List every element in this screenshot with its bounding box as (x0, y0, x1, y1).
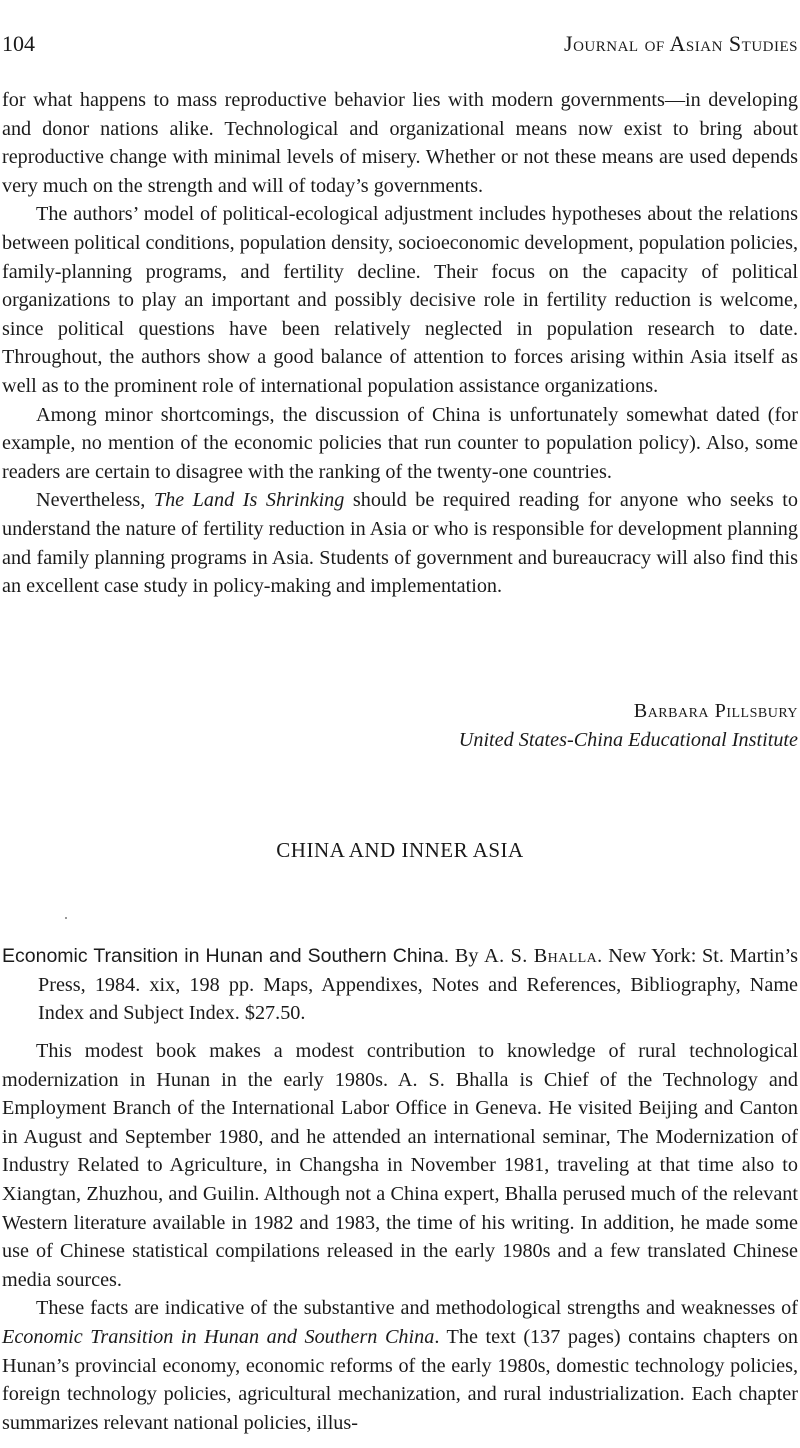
text-run: should be required reading for anyone who seeks to understand the nature of fertility reduction in Asia or who is responsible for development planning and family planning programs in Asia. Students of government and bureaucracy will also find this an excellent case study in policy-making and implementation. (2, 489, 798, 598)
citation-details: New York: St. Martin’s Press, 1984. xix, 198 pp. Maps, Appendixes, Notes and References, Bibliography, Name Index and Subject Index. $27.50. (38, 945, 798, 1025)
page-number: 104 (2, 31, 35, 56)
reviewer-name: Barbara Pillsbury (633, 700, 798, 722)
paragraph: for what happens to mass reproductive behavior lies with modern governments—in developing and donor nations alike. Technological and organizational means now exist to bring about reproductive change with minimal levels of misery. Whether or not these means are used depends very much on the strength and will of today’s governments. (2, 89, 798, 197)
review-body-2 (2, 1037, 798, 1437)
running-head (2, 30, 798, 58)
paragraph (2, 486, 798, 600)
review-body-1 (2, 86, 798, 601)
reviewer-affiliation: United States-China Educational Institute (458, 728, 798, 751)
reviewer-signature (459, 697, 798, 754)
journal-title: Journal of Asian Studies (564, 31, 798, 56)
text-run: These facts are indicative of the substantive and methodological strengths and weaknesses of (36, 1297, 798, 1320)
section-heading: CHINA AND INNER ASIA (276, 838, 524, 862)
paragraph: This modest book makes a modest contribution to knowledge of rural technological modernization in Hunan in the early 1980s. A. S. Bhalla is Chief of the Technology and Employment Branch of the International Labor Office in Geneva. He visited Beijing and Canton in August and September 1980, and he attended an international seminar, The Modernization of Industry Related to Agriculture, in Changsha in November 1981, traveling at that time also to Xiangtan, Zhuzhou, and Guilin. Although not a China expert, Bhalla perused much of the relevant Western literature available in 1982 and 1983, the time of his writing. In addition, he made some use of Chinese statistical compilations released in the early 1980s and a few translated Chinese media sources. (2, 1040, 798, 1291)
book-citation (2, 942, 798, 1028)
text-run: . The text (137 pages) contains chapters on Hunan’s provincial economy, economic reforms of the early 1980s, domestic technology policies, foreign technology policies, agricultural mechanization, and rural industrialization. Each chapter summarizes relevant national policies, illus- (2, 1325, 798, 1434)
citation-book-title: Economic Transition in Hunan and Southern China. (2, 945, 450, 967)
paragraph (2, 1294, 798, 1437)
paragraph: The authors’ model of political-ecological adjustment includes hypotheses about the relations between political conditions, population density, socioeconomic development, population policies, family-planning programs, and fertility decline. Their focus on the capacity of political organizations to play an important and possibly decisive role in fertility reduction is welcome, since political questions have been relatively neglected in population research to date. Throughout, the authors show a good balance of attention to forces arising within Asia itself as well as to the prominent role of international population assistance organizations. (2, 203, 798, 397)
book-title-italic: Economic Transition in Hunan and Southern China (2, 1325, 435, 1348)
text-run: Nevertheless, (36, 489, 154, 512)
citation-author: A. S. Bhalla. (484, 945, 603, 967)
book-title-italic: The Land Is Shrinking (153, 489, 345, 512)
paragraph: Among minor shortcomings, the discussion of China is unfortunately somewhat dated (for example, no mention of the economic policies that run counter to population policy). Also, some readers are certain to disagree with the ranking of the twenty-one countries. (2, 403, 798, 483)
speck (65, 917, 67, 919)
citation-by: By (449, 945, 485, 967)
